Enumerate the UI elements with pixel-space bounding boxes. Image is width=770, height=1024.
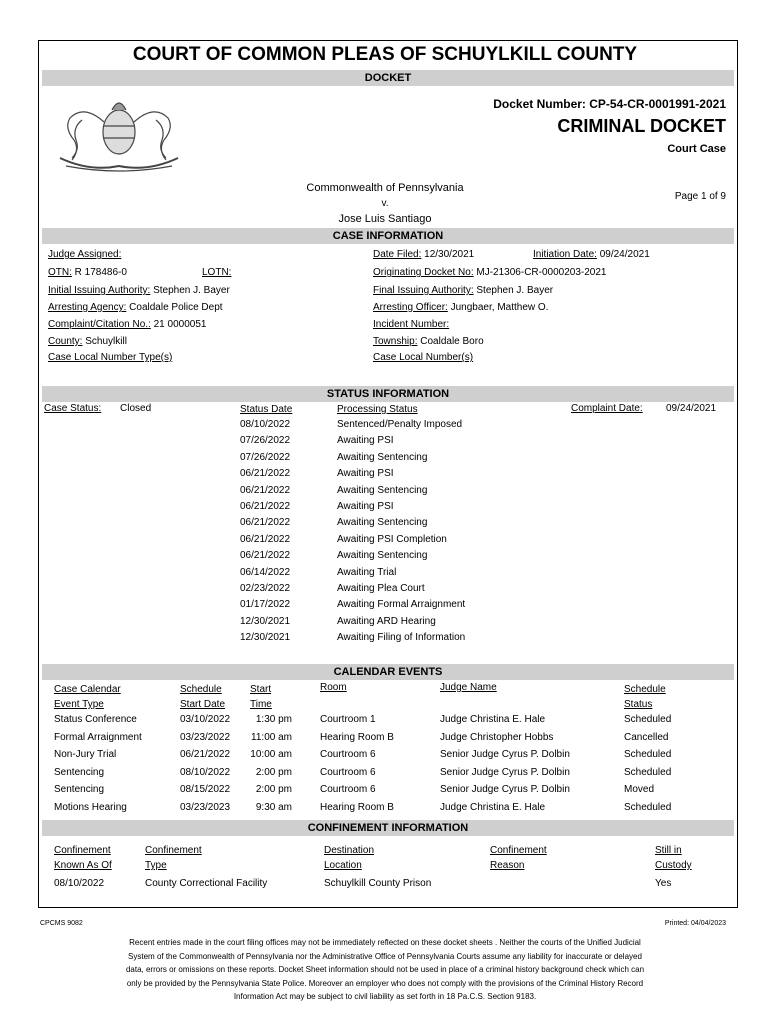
calendar-row (0, 802, 770, 816)
case-status-label: Case Status: (44, 403, 102, 414)
calendar-time-header: Start Time (250, 684, 272, 710)
status-date: 06/14/2022 (240, 566, 291, 578)
processing-status: Awaiting Sentencing (337, 550, 428, 562)
criminal-docket-heading: CRIMINAL DOCKET (557, 116, 726, 136)
processing-status: Awaiting Sentencing (337, 517, 428, 529)
status-date: 12/30/2021 (240, 615, 291, 627)
court-case-label: Court Case (667, 143, 726, 155)
date-filed-label: Date Filed: (373, 249, 422, 260)
status-row (0, 616, 770, 630)
docket-number: Docket Number: CP-54-CR-0001991-2021 (493, 97, 726, 111)
date-filed-value: 12/30/2021 (424, 249, 475, 260)
start-date: 08/10/2022 (180, 766, 231, 778)
calendar-events-bar: CALENDAR EVENTS (42, 664, 734, 680)
township-value: Coaldale Boro (420, 336, 484, 347)
start-time: 2:00 pm (255, 766, 292, 778)
status-row (0, 452, 770, 466)
schedule-status: Cancelled (624, 731, 669, 743)
confinement-reason-header: Confinement Reason (490, 845, 547, 871)
page-indicator: Page 1 of 9 (674, 191, 726, 202)
status-row (0, 501, 770, 515)
calendar-row (0, 767, 770, 781)
schedule-status: Moved (624, 784, 655, 796)
status-row (0, 599, 770, 613)
processing-status: Awaiting Trial (337, 566, 397, 578)
judge-assigned-label: Judge Assigned: (48, 249, 122, 260)
status-row (0, 435, 770, 449)
otn-label: OTN: (48, 267, 72, 278)
start-date: 03/23/2022 (180, 731, 231, 743)
caption-defendant: Jose Luis Santiago (338, 213, 432, 225)
judge-name: Judge Christina E. Hale (440, 714, 546, 725)
status-row (0, 534, 770, 548)
pennsylvania-seal-icon (52, 92, 186, 177)
confinement-type-value: County Correctional Facility (145, 878, 268, 889)
calendar-type-header: Case Calendar Event Type (54, 684, 121, 710)
complaint-number-value: 21 0000051 (153, 319, 207, 330)
confinement-known-date: 08/10/2022 (54, 878, 105, 889)
judge-name: Senior Judge Cyrus P. Dolbin (440, 766, 570, 778)
processing-status: Sentenced/Penalty Imposed (337, 419, 463, 430)
calendar-row (0, 714, 770, 728)
start-time: 1:30 pm (255, 714, 292, 725)
arresting-agency-label: Arresting Agency: (48, 302, 127, 313)
status-row (0, 517, 770, 531)
otn-value: R 178486-0 (74, 267, 127, 278)
status-date: 06/21/2022 (240, 484, 291, 496)
status-date: 07/26/2022 (240, 451, 291, 463)
status-date-header: Status Date (240, 404, 293, 415)
complaint-date-label: Complaint Date: (571, 403, 643, 414)
start-date: 03/10/2022 (180, 714, 231, 725)
room: Courtroom 6 (320, 766, 376, 778)
status-row (0, 583, 770, 597)
confinement-known-header: Confinement Known As Of (54, 845, 112, 871)
calendar-date-header: Schedule Start Date (180, 684, 226, 710)
custody-header: Still in Custody (655, 845, 692, 871)
docket-bar: DOCKET (42, 70, 734, 86)
confinement-information-bar: CONFINEMENT INFORMATION (42, 820, 734, 836)
status-date: 06/21/2022 (240, 468, 291, 480)
status-row (0, 567, 770, 581)
schedule-status: Scheduled (624, 714, 672, 725)
processing-status: Awaiting PSI Completion (337, 533, 447, 545)
status-row (0, 632, 770, 646)
caption-plaintiff: Commonwealth of Pennsylvania (306, 182, 464, 194)
form-code: CPCMS 9082 (40, 920, 83, 927)
room: Courtroom 6 (320, 784, 376, 796)
county-value: Schuylkill (85, 336, 127, 347)
confinement-destination-value: Schuylkill County Prison (324, 878, 432, 889)
room: Hearing Room B (320, 731, 394, 743)
county-label: County: (48, 336, 83, 347)
start-time: 10:00 am (250, 749, 292, 761)
judge-name: Senior Judge Cyrus P. Dolbin (440, 749, 570, 761)
status-date: 06/21/2022 (240, 533, 291, 545)
case-status-value: Closed (120, 403, 152, 414)
status-date: 06/21/2022 (240, 517, 291, 529)
lotn-label: LOTN: (202, 267, 232, 278)
event-type: Sentencing (54, 784, 105, 796)
processing-status-header: Processing Status (337, 404, 418, 415)
judge-name: Judge Christopher Hobbs (440, 731, 554, 743)
schedule-status: Scheduled (624, 766, 672, 778)
custody-value: Yes (655, 878, 672, 889)
processing-status: Awaiting Formal Arraignment (337, 599, 466, 611)
processing-status: Awaiting Plea Court (337, 583, 425, 594)
township-label: Township: (373, 336, 418, 347)
judge-name: Judge Christina E. Hale (440, 802, 546, 813)
calendar-status-header: Schedule Status (624, 684, 666, 710)
status-date: 07/26/2022 (240, 435, 291, 447)
processing-status: Awaiting PSI (337, 468, 394, 480)
event-type: Formal Arraignment (54, 731, 142, 743)
status-row (0, 468, 770, 482)
initial-authority-label: Initial Issuing Authority: (48, 285, 151, 296)
event-type: Motions Hearing (54, 802, 127, 813)
start-date: 08/15/2022 (180, 784, 231, 796)
event-type: Sentencing (54, 766, 105, 778)
initiation-date-label: Initiation Date: (533, 249, 597, 260)
processing-status: Awaiting Sentencing (337, 484, 428, 496)
calendar-judge-header: Judge Name (440, 682, 497, 693)
processing-status: Awaiting Filing of Information (337, 632, 466, 644)
status-date: 01/17/2022 (240, 599, 291, 611)
originating-docket-label: Originating Docket No: (373, 267, 474, 278)
complaint-date-value: 09/24/2021 (666, 403, 717, 414)
confinement-destination-header: Destination Location (324, 845, 375, 871)
status-date: 08/10/2022 (240, 419, 291, 430)
incident-number-label: Incident Number: (373, 319, 450, 330)
processing-status: Awaiting PSI (337, 435, 394, 447)
calendar-row (0, 732, 770, 746)
confinement-type-header: Confinement Type (145, 845, 202, 871)
local-number-type-label: Case Local Number Type(s) (48, 352, 173, 363)
processing-status: Awaiting Sentencing (337, 451, 428, 463)
schedule-status: Scheduled (624, 802, 672, 813)
room: Hearing Room B (320, 802, 394, 813)
initial-authority-value: Stephen J. Bayer (153, 285, 230, 296)
processing-status: Awaiting PSI (337, 501, 394, 512)
room: Courtroom 1 (320, 714, 376, 725)
event-type: Non-Jury Trial (54, 749, 117, 761)
final-authority-value: Stephen J. Bayer (476, 285, 554, 296)
status-row (0, 419, 770, 433)
processing-status: Awaiting ARD Hearing (337, 615, 436, 627)
status-row (0, 550, 770, 564)
start-date: 03/23/2023 (180, 802, 231, 813)
judge-name: Senior Judge Cyrus P. Dolbin (440, 784, 570, 796)
arresting-officer-value: Jungbaer, Matthew O. (450, 302, 549, 313)
status-date: 02/23/2022 (240, 583, 291, 594)
status-row (0, 485, 770, 499)
disclaimer: Recent entries made in the court filing offices may not be immediately reflected on these docket sheets . Neither the courts of the Unified Judicial System of the Commonwealth of Pennsylvania nor the Administrative Office of Pennsylvania Courts assume any liability for inaccurate or delayed data, errors or omissions on these reports. Docket Sheet information should not be used in place of a criminal history background check which can only be provided by the Pennsylvania State Police. Moreover an employer who does not comply with the provisions of the Criminal History Record Information Act may be subject to civil liability as set forth in 18 Pa.C.S. Section 9183. (125, 938, 645, 1001)
start-time: 2:00 pm (255, 784, 292, 796)
court-title: COURT OF COMMON PLEAS OF SCHUYLKILL COUNTY (132, 44, 638, 65)
status-date: 06/21/2022 (240, 501, 291, 512)
calendar-row (0, 749, 770, 763)
start-date: 06/21/2022 (180, 749, 231, 761)
arresting-agency-value: Coaldale Police Dept (129, 302, 223, 313)
status-information-bar: STATUS INFORMATION (42, 386, 734, 402)
calendar-row (0, 784, 770, 798)
event-type: Status Conference (54, 714, 137, 725)
local-number-label: Case Local Number(s) (373, 352, 474, 363)
start-time: 9:30 am (255, 802, 292, 813)
case-information-bar: CASE INFORMATION (42, 228, 734, 244)
arresting-officer-label: Arresting Officer: (373, 302, 448, 313)
printed-date: Printed: 04/04/2023 (664, 920, 726, 927)
originating-docket-value: MJ-21306-CR-0000203-2021 (476, 267, 607, 278)
caption-versus: v. (381, 198, 389, 209)
schedule-status: Scheduled (624, 749, 672, 761)
room: Courtroom 6 (320, 749, 376, 761)
complaint-number-label: Complaint/Citation No.: (48, 319, 151, 330)
initiation-date-value: 09/24/2021 (599, 249, 650, 260)
final-authority-label: Final Issuing Authority: (373, 285, 474, 296)
calendar-room-header: Room (320, 682, 347, 693)
status-date: 12/30/2021 (240, 632, 291, 644)
start-time: 11:00 am (251, 731, 292, 743)
status-date: 06/21/2022 (240, 550, 291, 562)
